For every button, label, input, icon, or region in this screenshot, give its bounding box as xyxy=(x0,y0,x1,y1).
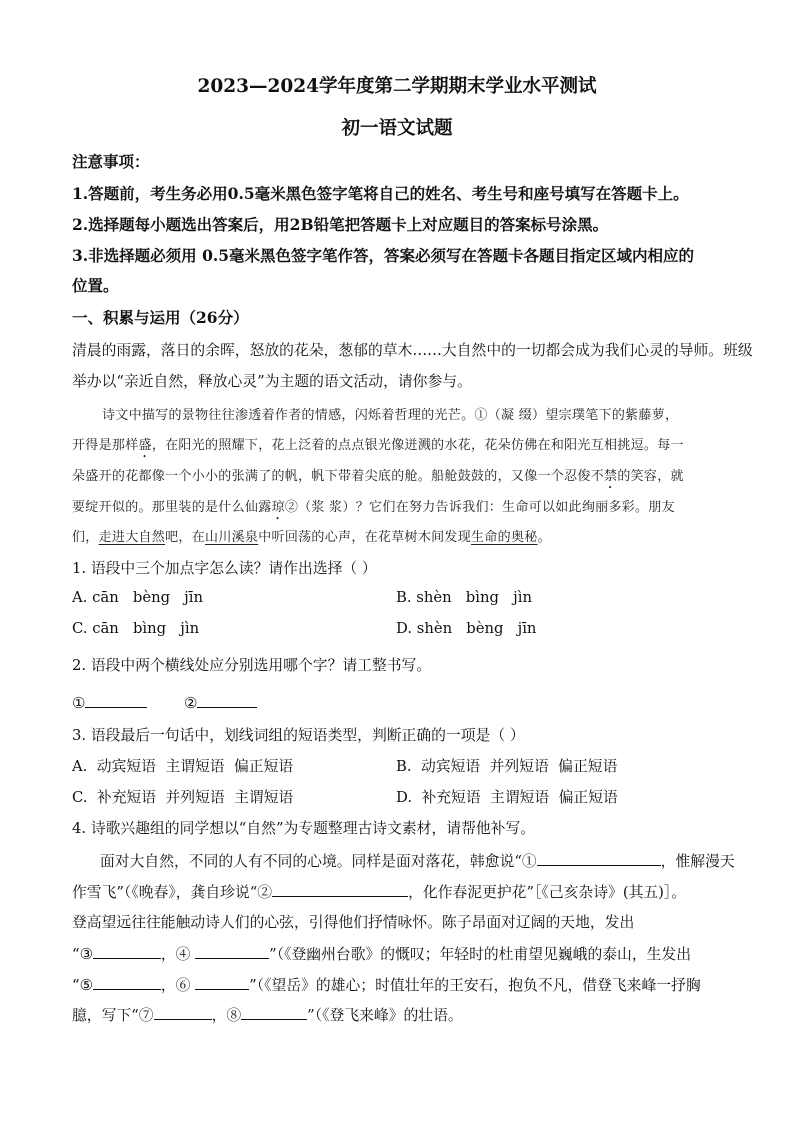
exam-subtitle: 初一语文试题 xyxy=(341,118,453,139)
section-intro-line2: 举办以“亲近自然，释放心灵”为主题的语文活动，请你参与。 xyxy=(72,373,472,390)
section-heading: 一、积累与运用（26分） xyxy=(72,308,249,327)
section-intro-line1: 清晨的雨露，落日的余晖，怒放的花朵，葱郁的草木……大自然中的一切都会成为我们心灵的导师。班级 xyxy=(72,342,753,359)
q3-option-a: A. 动宾短语 主谓短语 偏正短语 xyxy=(72,758,294,775)
underlined-phrase: 生命的奥秘 xyxy=(471,530,538,545)
q1-option-a: A. cān bèng jīn xyxy=(72,589,204,606)
poem-blank-1[interactable] xyxy=(537,850,661,866)
poem-blank-3[interactable] xyxy=(93,943,161,959)
note-2: 2.选择题每小题选出答案后，用2B铅笔把答题卡上对应题目的答案标号涂黑。 xyxy=(72,215,609,234)
poem-blank-7[interactable] xyxy=(154,1004,212,1020)
q2-blank-2[interactable]: ② xyxy=(184,692,257,712)
q2-stem: 2. 语段中两个横线处应分别选用哪个字？请工整书写。 xyxy=(72,657,432,674)
dotted-char: 盛 xyxy=(138,438,152,453)
note-3-line2: 位置。 xyxy=(72,276,119,295)
poem-blank-4[interactable] xyxy=(195,943,269,959)
poem-blank-2[interactable] xyxy=(272,881,408,897)
q3-option-c: C. 补充短语 并列短语 主谓短语 xyxy=(72,789,294,806)
q4-line1: 面对大自然，不同的人有不同的心境。同样是面对落花，韩愈说“① ，惟解漫天 xyxy=(100,850,735,871)
q1-option-b: B. shèn bìng jìn xyxy=(396,589,532,606)
q1-stem: 1. 语段中三个加点字怎么读？请作出选择（ ） xyxy=(72,560,377,577)
q4-line5: “⑤ ，⑥ ”（《望岳》的雄心；时值壮年的王安石，抱负不凡，借登飞来峰一抒胸 xyxy=(72,974,701,995)
q4-line6: 臆，写下“⑦ ，⑧ ”（《登飞来峰》的壮语。 xyxy=(72,1004,463,1025)
q3-stem: 3. 语段最后一句话中，划线词组的短语类型，判断正确的一项是（ ） xyxy=(72,727,525,744)
dotted-char: 琼 xyxy=(271,500,285,515)
underlined-phrase: 走进大自然 xyxy=(98,530,166,545)
q4-line3: 登高望远往往能触动诗人们的心弦，引得他们抒情咏怀。陈子昂面对辽阔的天地，发出 xyxy=(72,914,635,931)
q4-line2: 作雪飞”（《晚春》，龚自珍说“② ，化作春泥更护花”［《己亥杂诗》(其五)］。 xyxy=(72,881,686,902)
passage-line4: 要绽开似的。那里装的是什么仙露琼②（浆 浆）？它们在努力告诉我们：生命可以如此绚丽多彩。朋友 xyxy=(72,500,675,515)
passage-line5: 们，走进大自然吧，在山川溪泉中听回荡的心声，在花草树木间发现生命的奥秘。 xyxy=(72,530,551,545)
q1-option-c: C. cān bìng jìn xyxy=(72,620,200,637)
note-1: 1.答题前，考生务必用0.5毫米黑色签字笔将自己的姓名、考生号和座号填写在答题卡上。 xyxy=(72,184,689,203)
passage-line3: 朵盛开的花都像一个小小的张满了的帆，帆下带着尖底的舱。船舱鼓鼓的，又像一个忍俊不禁的笑容，就 xyxy=(72,469,684,484)
q3-option-b: B. 动宾短语 并列短语 偏正短语 xyxy=(396,758,618,775)
passage-line1: 诗文中描写的景物往往渗透着作者的情感，闪烁着哲理的光芒。①（凝 缀）望宗璞笔下的紫藤萝， xyxy=(102,408,679,423)
exam-title: 2023—2024学年度第二学期期末学业水平测试 xyxy=(197,76,597,97)
notes-heading: 注意事项： xyxy=(72,152,150,171)
underlined-phrase: 山川溪泉 xyxy=(205,530,259,545)
note-3-line1: 3.非选择题必须用 0.5毫米黑色签字笔作答，答案必须写在答题卡各题目指定区域内相应的 xyxy=(72,246,695,265)
poem-blank-6[interactable] xyxy=(195,974,249,990)
poem-blank-5[interactable] xyxy=(93,974,161,990)
q3-option-d: D. 补充短语 主谓短语 偏正短语 xyxy=(396,789,618,806)
poem-blank-8[interactable] xyxy=(241,1004,307,1020)
passage-line2: 开得是那样盛，在阳光的照耀下，花上泛着的点点银光像迸溅的水花，花朵仿佛在和阳光互相挑逗。每一 xyxy=(72,438,684,453)
q4-stem: 4. 诗歌兴趣组的同学想以“自然”为专题整理古诗文素材，请帮他补写。 xyxy=(72,820,536,837)
dotted-char: 禁 xyxy=(604,469,618,484)
q1-option-d: D. shèn bèng jīn xyxy=(396,620,537,637)
q2-blank-1[interactable]: ① xyxy=(72,692,147,712)
q4-line4: “③ ，④ ”（《登幽州台歌》的慨叹；年轻时的杜甫望见巍峨的泰山，生发出 xyxy=(72,943,691,964)
